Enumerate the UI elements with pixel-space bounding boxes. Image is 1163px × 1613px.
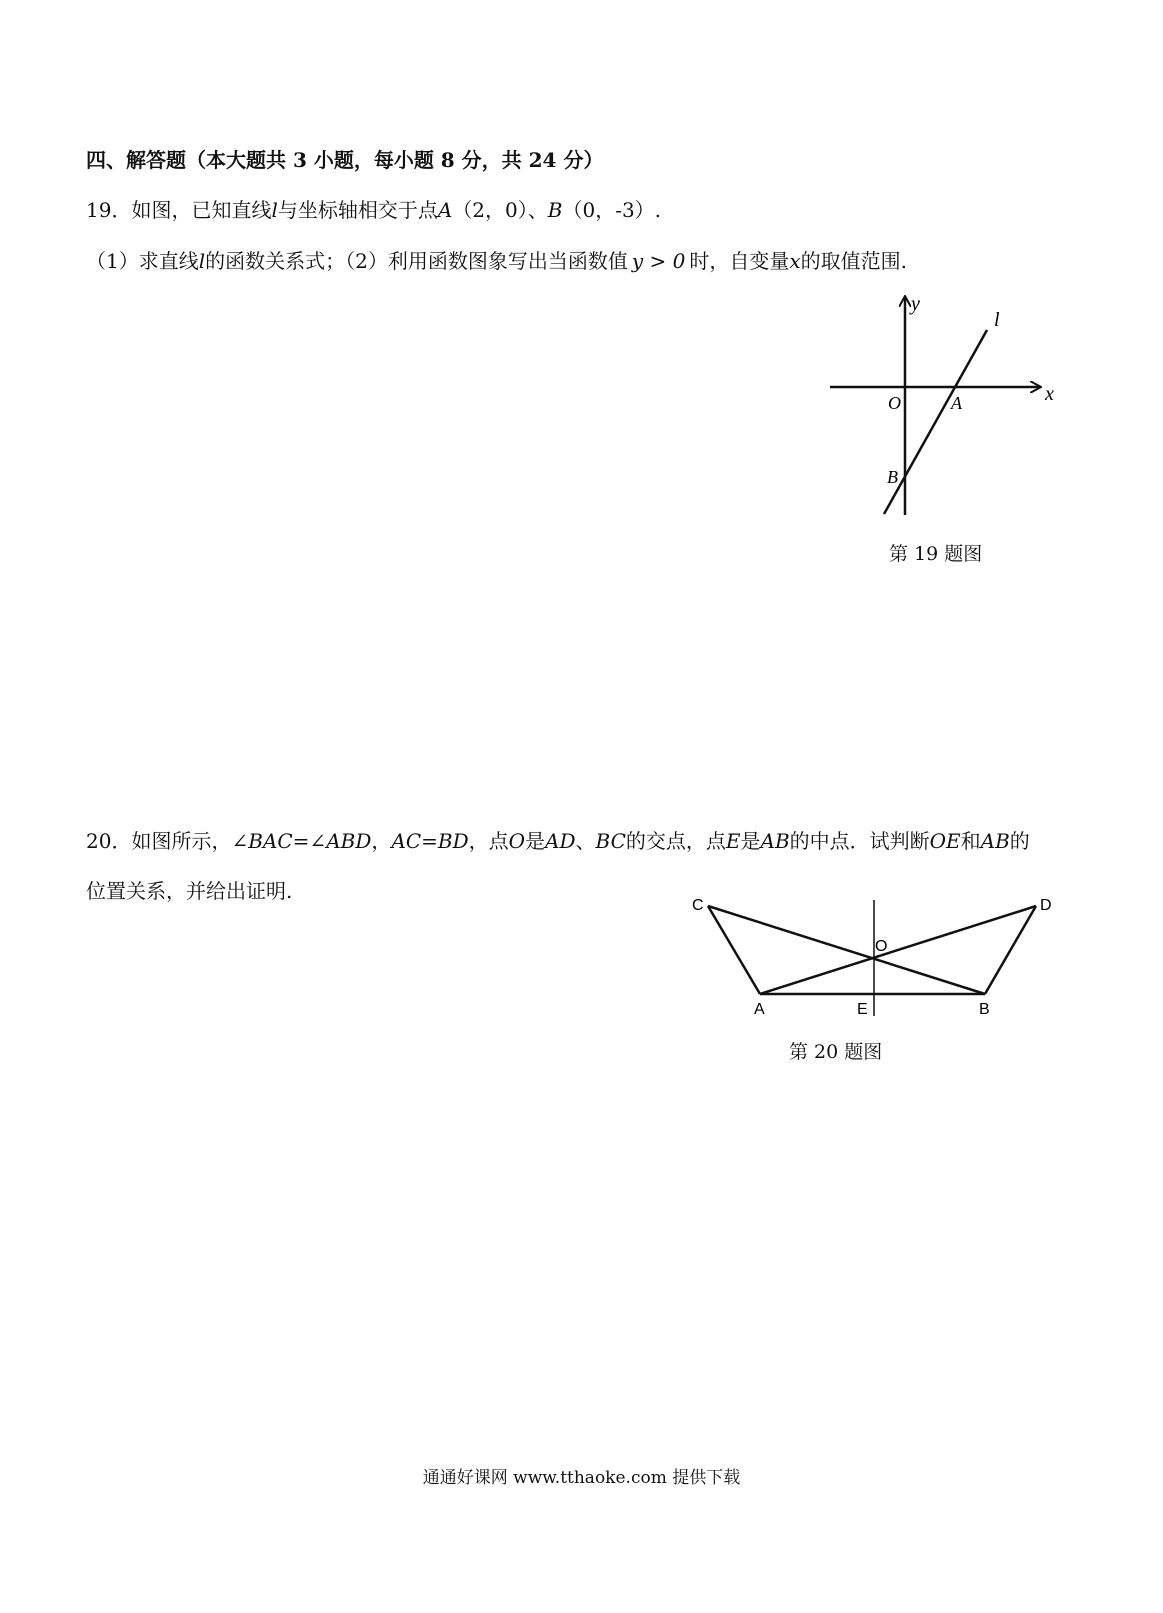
point-e-label: E (857, 1001, 868, 1018)
origin-label: O (888, 393, 901, 413)
point-o-label: O (875, 938, 888, 955)
x-axis-label: x (1045, 383, 1054, 405)
segment-ad (760, 906, 1036, 994)
point-a-label: A (754, 1001, 765, 1018)
line-l (884, 330, 987, 514)
section-title: 四、解答题（本大题共 3 小题，每小题 8 分，共 24 分） (86, 148, 604, 172)
point-d-label: D (1040, 897, 1052, 914)
point-a-label: A (951, 393, 962, 413)
q19-figure (820, 288, 1070, 523)
page-footer: 通通好课网 www.tthaoke.com 提供下载 (422, 1468, 741, 1488)
point-b-label: B (887, 467, 898, 487)
q20-text-line2: 位置关系，并给出证明. (86, 879, 293, 903)
q20-figure (680, 888, 1080, 1023)
q19-number: 19． (86, 198, 132, 222)
segment-cb (708, 906, 985, 994)
l-label: l (994, 309, 1000, 331)
q20-number: 20． (86, 829, 132, 853)
point-b-label: B (979, 1001, 990, 1018)
q19-caption: 第 19 题图 (889, 543, 983, 565)
q19-intro: 19．如图，已知直线l与坐标轴相交于点A（2，0）、B（0，-3）. (86, 198, 662, 222)
y-axis-label: y (911, 293, 920, 315)
q19-condition: y > 0 (631, 249, 686, 273)
point-c-label: C (692, 897, 704, 914)
q20-text: 20．如图所示，∠BAC=∠ABD，AC=BD，点O是AD、BC的交点，点E是AB的中点．试判断OE和AB的 (86, 829, 1030, 853)
q19-parts: （1）求直线l的函数关系式；（2）利用函数图象写出当函数值 y > 0 时，自变量x的取值范围. (86, 249, 908, 273)
q20-caption: 第 20 题图 (789, 1041, 883, 1063)
